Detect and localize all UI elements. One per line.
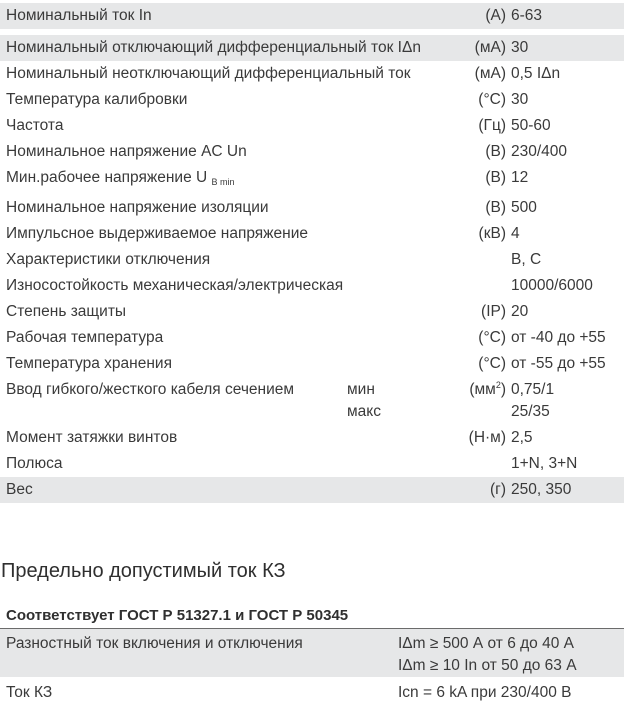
spec-label: Импульсное выдерживаемое напряжение — [6, 225, 309, 242]
spec-row-protection-degree — [0, 299, 624, 325]
spec-value: 12 — [511, 169, 529, 186]
spec-row-cable-section-max — [0, 399, 624, 425]
spec-value: 230/400 — [511, 143, 568, 160]
spec-sub-label-min: мин — [347, 381, 375, 398]
spec-row-tripping-characteristics — [0, 247, 624, 273]
spec-value: 2,5 — [511, 429, 533, 446]
spec-label: Номинальное напряжение изоляции — [6, 199, 269, 216]
spec-unit: (мА) — [474, 65, 506, 82]
spec-value: от -55 до +55 — [511, 355, 606, 372]
spec-row-storage-temp — [0, 351, 624, 377]
spec-label: Мин.рабочее напряжение U B min — [6, 169, 235, 187]
spec-unit: (кВ) — [478, 225, 506, 242]
spec-row-insulation-voltage — [0, 195, 624, 221]
spec-row-endurance — [0, 273, 624, 299]
spec-unit: (В) — [485, 169, 506, 186]
spec-unit: (°С) — [478, 355, 506, 372]
spec-label: Рабочая температура — [6, 329, 164, 346]
spec-row-tripping-diff-current — [0, 35, 624, 61]
spec-label-subscript: B min — [211, 177, 235, 187]
spec-unit: (г) — [490, 481, 506, 498]
spec-label: Момент затяжки винтов — [6, 429, 178, 446]
spec-row-calibration-temp — [0, 87, 624, 113]
spec-label: Номинальный ток In — [6, 7, 152, 24]
spec-value: 0,75/1 — [511, 381, 555, 398]
spec-value: 6-63 — [511, 7, 543, 24]
spec-row-impulse-voltage — [0, 221, 624, 247]
spec-value: 25/35 — [511, 403, 550, 420]
spec-row-poles — [0, 451, 624, 477]
spec-unit: (В) — [485, 143, 506, 160]
kz-row-diff-making-breaking — [0, 629, 624, 677]
spec-label: Вес — [6, 481, 33, 498]
kz-value: Icn = 6 kA при 230/400 В — [398, 684, 572, 701]
spec-label: Степень защиты — [6, 303, 127, 320]
spec-value: 250, 350 — [511, 481, 572, 498]
spec-value: 30 — [511, 91, 529, 108]
spec-value: 1+N, 3+N — [511, 455, 578, 472]
spec-unit: (Гц) — [478, 117, 506, 134]
spec-row-rated-current — [0, 3, 624, 29]
spec-value: от -40 до +55 — [511, 329, 606, 346]
spec-label: Номинальное напряжение AC Un — [6, 143, 247, 160]
gost-title: Соответствует ГОСТ Р 51327.1 и ГОСТ Р 50345 — [6, 607, 349, 624]
spec-label: Ввод гибкого/жесткого кабеля сечением — [6, 381, 295, 398]
spec-unit: (°С) — [478, 329, 506, 346]
spec-label: Номинальный неотключающий дифференциальный ток — [6, 65, 411, 82]
spec-unit: (В) — [485, 199, 506, 216]
spec-row-min-operating-voltage — [0, 165, 624, 191]
spec-label: Частота — [6, 117, 64, 134]
spec-label: Номинальный отключающий дифференциальный ток IΔn — [6, 39, 421, 56]
spec-value: B, C — [511, 251, 542, 268]
spec-value: 4 — [511, 225, 520, 242]
spec-sub-label-max: макс — [347, 403, 381, 420]
spec-unit: (IP) — [481, 303, 506, 320]
spec-unit: (А) — [485, 7, 506, 24]
spec-row-torque — [0, 425, 624, 451]
spec-value: 20 — [511, 303, 529, 320]
spec-unit: (Н·м) — [468, 429, 506, 446]
spec-value: 0,5 IΔn — [511, 65, 561, 82]
spec-unit: (мА) — [474, 39, 506, 56]
section-title: Предельно допустимый ток КЗ — [1, 560, 286, 582]
spec-row-frequency — [0, 113, 624, 139]
spec-label: Износостойкость механическая/электрическая — [6, 277, 344, 294]
spec-value: 30 — [511, 39, 529, 56]
spec-label: Характеристики отключения — [6, 251, 211, 268]
kz-row-short-circuit-current — [0, 680, 624, 704]
spec-row-non-tripping-diff-current — [0, 61, 624, 87]
spec-label: Температура калибровки — [6, 91, 188, 108]
spec-value: 10000/6000 — [511, 277, 593, 294]
spec-row-operating-temp — [0, 325, 624, 351]
kz-label: Разностный ток включения и отключения — [6, 635, 303, 652]
kz-value-line2: IΔm ≥ 10 In от 50 до 63 А — [398, 657, 577, 674]
spec-row-weight — [0, 477, 624, 503]
spec-label: Температура хранения — [6, 355, 172, 372]
kz-value-line1: IΔm ≥ 500 А от 6 до 40 А — [398, 635, 574, 652]
spec-label: Полюса — [6, 455, 63, 472]
spec-value: 500 — [511, 199, 537, 216]
spec-unit: $(мм^2)$ — [469, 380, 506, 398]
spec-row-rated-voltage — [0, 139, 624, 165]
kz-label: Ток КЗ — [6, 684, 53, 701]
spec-unit: (°С) — [478, 91, 506, 108]
spec-value: 50-60 — [511, 117, 551, 134]
